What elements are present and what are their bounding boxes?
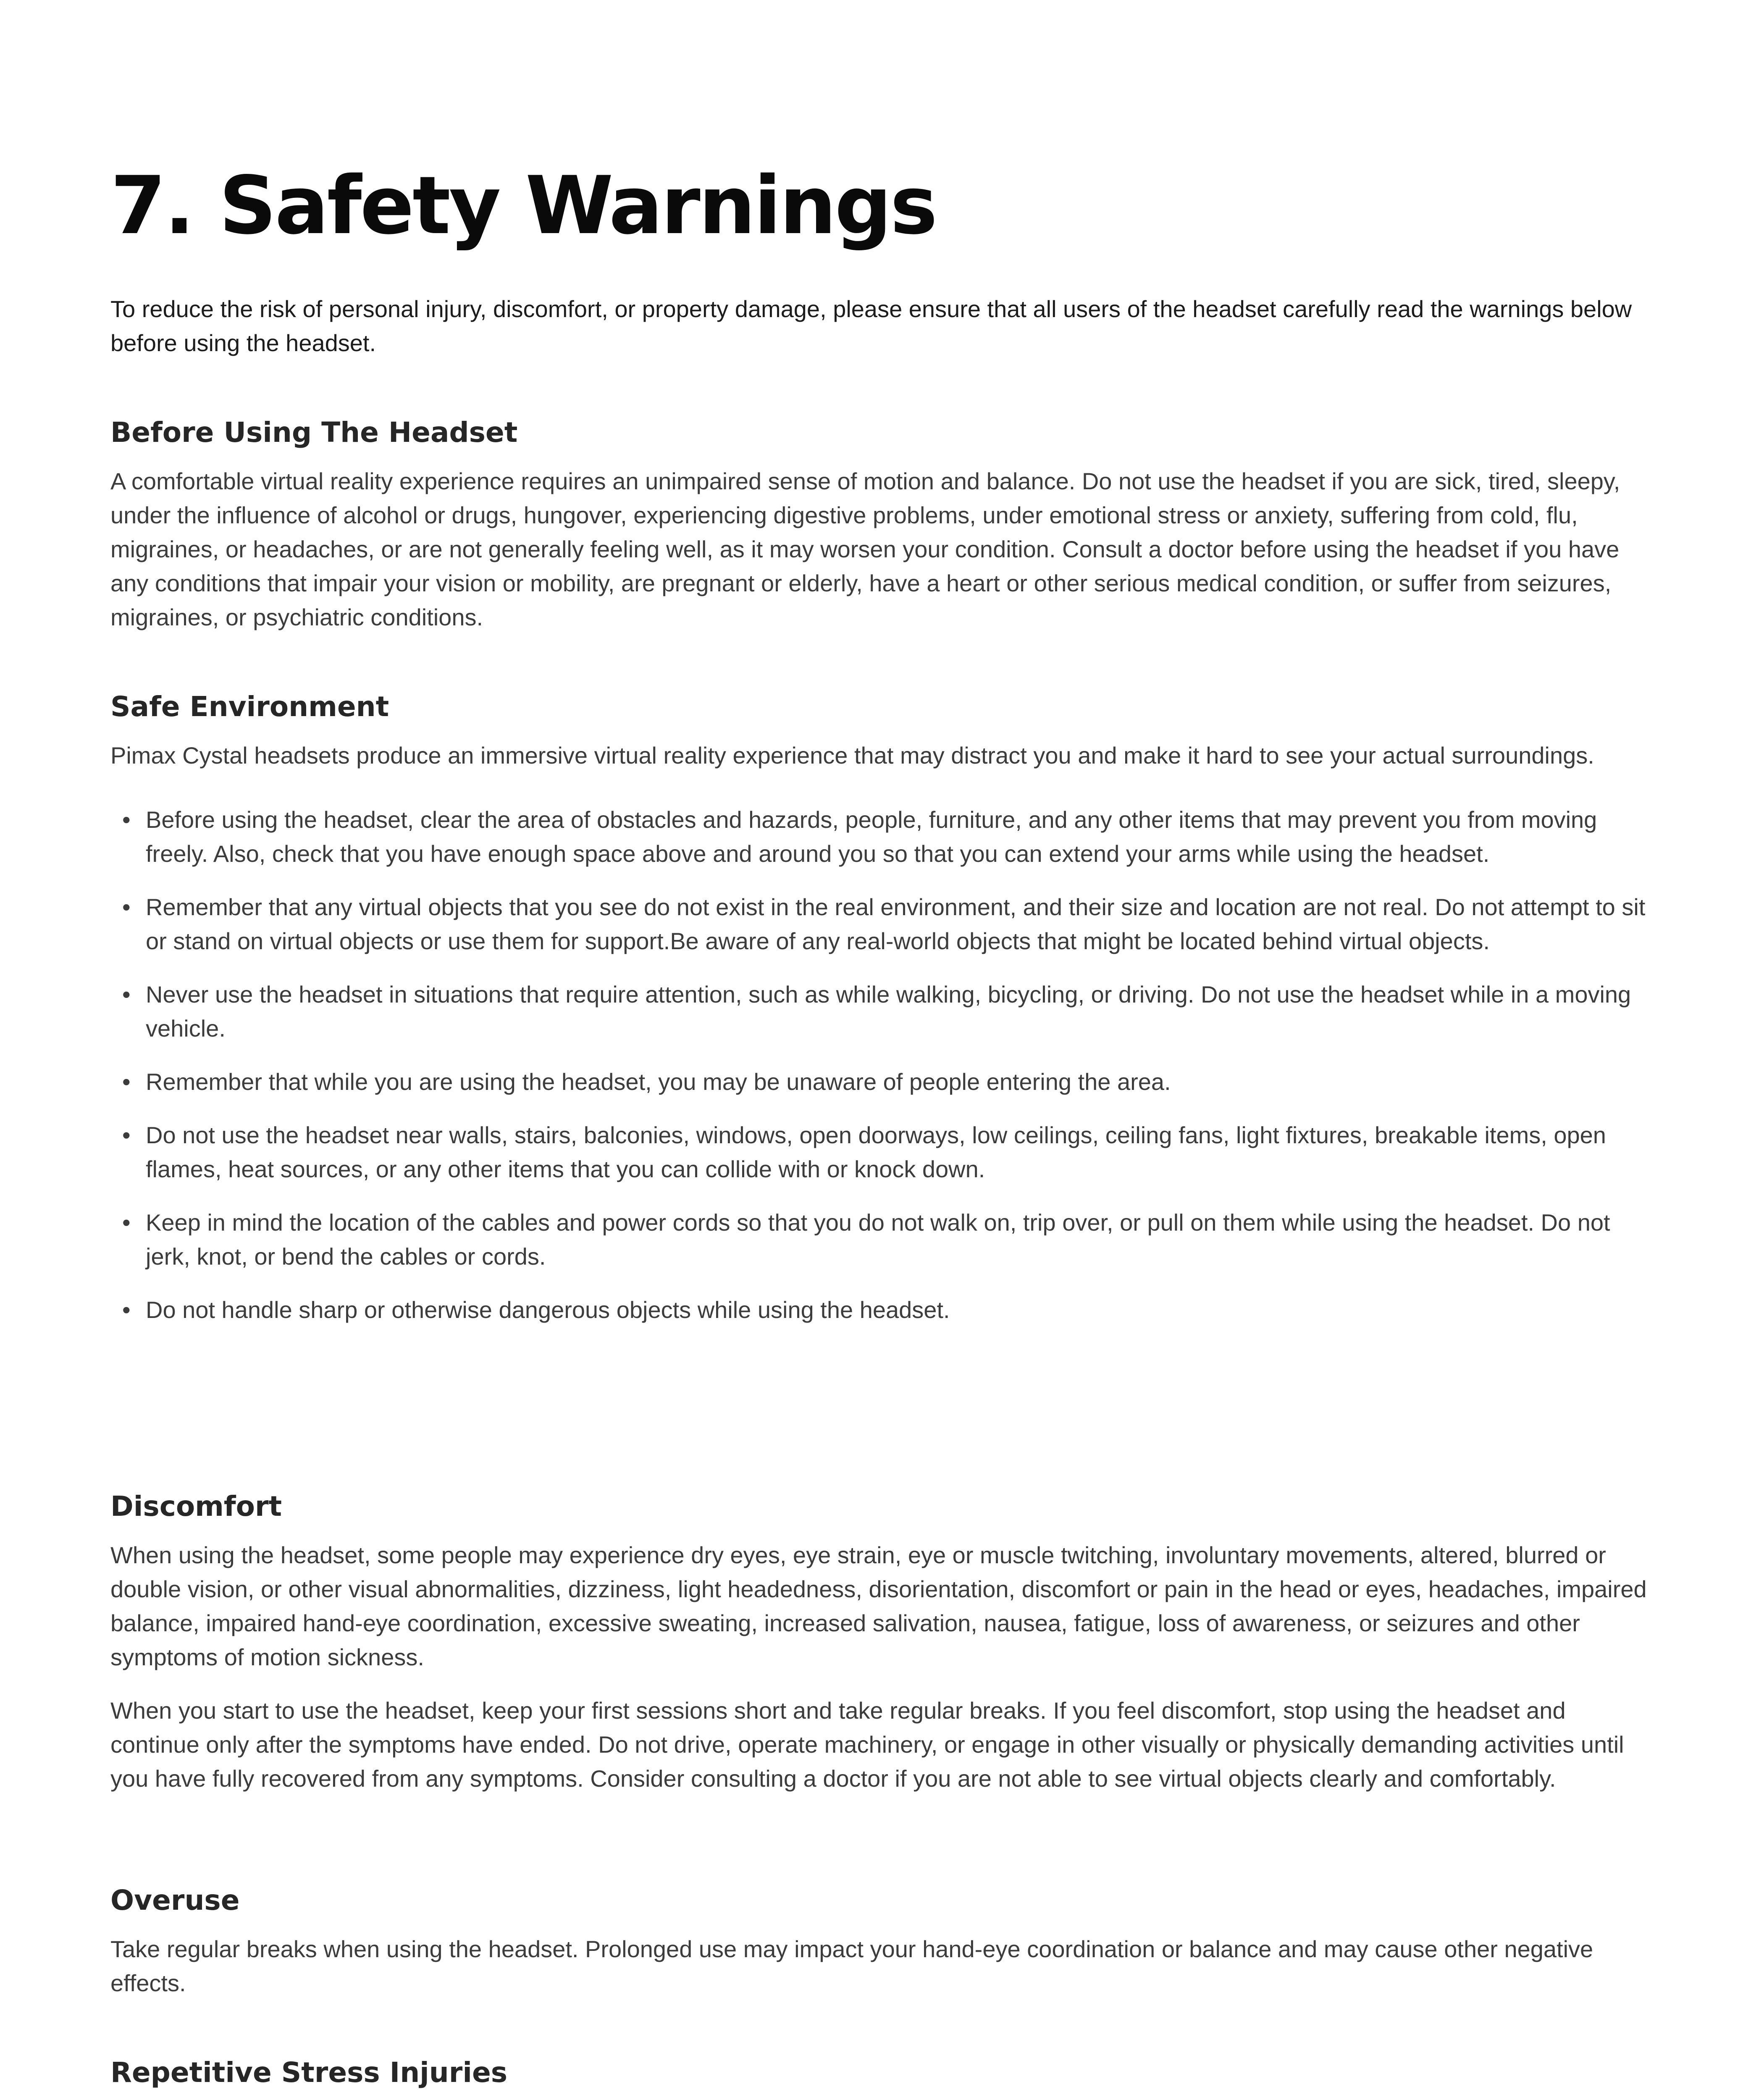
- section-heading-before-using: Before Using The Headset: [110, 416, 518, 449]
- list-item: [110, 1065, 1648, 1099]
- section-paragraph: Pimax Cystal headsets produce an immersive virtual reality experience that may distract you and make it hard to see your actual surroundings.: [110, 742, 1594, 769]
- list-item-text: Remember that any virtual objects that you see do not exist in the real environment, and their size and location are not real. Do not attempt to sit or stand on virtual objects or use them for support.Be aware of any real-world objects that might be located behind virtual objects.: [146, 894, 1646, 954]
- bullet-icon: •: [122, 894, 131, 920]
- section-paragraph: A comfortable virtual reality experience requires an unimpaired sense of motion and balance. Do not use the headset if you are sick, tired, sleepy, under the influence of alcohol or drugs, hungover, experiencing digestive problems, under emotional stress or anxiety, suffering from cold, flu, migraines, or headaches, or are not generally feeling well, as it may worsen your condition. Consult a doctor before using the headset if you have any conditions that impair your vision or mobility, are pregnant or elderly, have a heart or other serious medical condition, or suffer from seizures, migraines, or psychiatric conditions.: [110, 468, 1620, 630]
- bullet-icon: •: [122, 1297, 131, 1323]
- page-title: 7. Safety Warnings: [110, 159, 936, 252]
- list-item: [110, 1205, 1648, 1273]
- section-paragraph: When using the headset, some people may experience dry eyes, eye strain, eye or muscle twitching, involuntary movements, altered, blurred or double vision, or other visual abnormalities, dizziness, light headedness, disorientation, discomfort or pain in the head or eyes, headaches, impaired balance, impaired hand-eye coordination, excessive sweating, increased salivation, nausea, fatigue, loss of awareness, or seizures and other symptoms of motion sickness.: [110, 1542, 1647, 1670]
- bullet-icon: •: [122, 1122, 131, 1148]
- section-paragraph: Take regular breaks when using the headset. Prolonged use may impact your hand-eye coordination or balance and may cause other negative effects.: [110, 1936, 1593, 1996]
- list-item: [110, 1118, 1648, 1186]
- section-repetitive-stress: [110, 2054, 1648, 2100]
- section-heading-discomfort: Discomfort: [110, 1490, 282, 1522]
- list-item: [110, 890, 1648, 958]
- bullet-icon: •: [122, 1209, 131, 1236]
- section-heading-safe-environment: Safe Environment: [110, 690, 389, 723]
- section-paragraph: When you start to use the headset, keep your first sessions short and take regular breaks. If you feel discomfort, stop using the headset and continue only after the symptoms have ended. Do not drive, operate machinery, or engage in other visually or physically demanding activities until you have fully recovered from any symptoms. Consider consulting a doctor if you are not able to see virtual objects clearly and comfortably.: [110, 1697, 1624, 1792]
- list-item-text: Keep in mind the location of the cables and power cords so that you do not walk on, trip over, or pull on them while using the headset. Do not jerk, knot, or bend the cables or cords.: [146, 1209, 1610, 1270]
- intro-paragraph: To reduce the risk of personal injury, discomfort, or property damage, please ensure that all users of the headset carefully read the warnings below before using the headset.: [110, 296, 1632, 356]
- bullet-icon: •: [122, 1068, 131, 1095]
- section-overuse: [110, 1882, 1648, 2019]
- section-heading-overuse: Overuse: [110, 1884, 240, 1916]
- list-item-text: Do not handle sharp or otherwise dangerous objects while using the headset.: [146, 1297, 950, 1323]
- hazard-bullet-list: [110, 803, 1648, 1327]
- list-item-text: Do not use the headset near walls, stairs, balconies, windows, open doorways, low ceilings, ceiling fans, light fixtures, breakable items, open flames, heat sources, or any other items that you can collide with or knock down.: [146, 1122, 1606, 1182]
- list-item: [110, 803, 1648, 871]
- section-safe-environment: [110, 688, 1648, 1346]
- bullet-icon: •: [122, 981, 131, 1008]
- list-item-text: Never use the headset in situations that require attention, such as while walking, bicycling, or driving. Do not use the headset while in a moving vehicle.: [146, 981, 1631, 1042]
- bullet-icon: •: [122, 806, 131, 833]
- list-item: [110, 1293, 1648, 1327]
- list-item-text: Before using the headset, clear the area of obstacles and hazards, people, furniture, and any other items that may prevent you from moving freely. Also, check that you have enough space above and around you so that you can extend your arms while using the headset.: [146, 806, 1597, 867]
- section-heading-repetitive-stress: Repetitive Stress Injuries: [110, 2056, 508, 2089]
- section-before-using: [110, 414, 1648, 654]
- list-item: [110, 977, 1648, 1045]
- section-discomfort: [110, 1488, 1648, 1815]
- list-item-text: Remember that while you are using the headset, you may be unaware of people entering the area.: [146, 1068, 1171, 1095]
